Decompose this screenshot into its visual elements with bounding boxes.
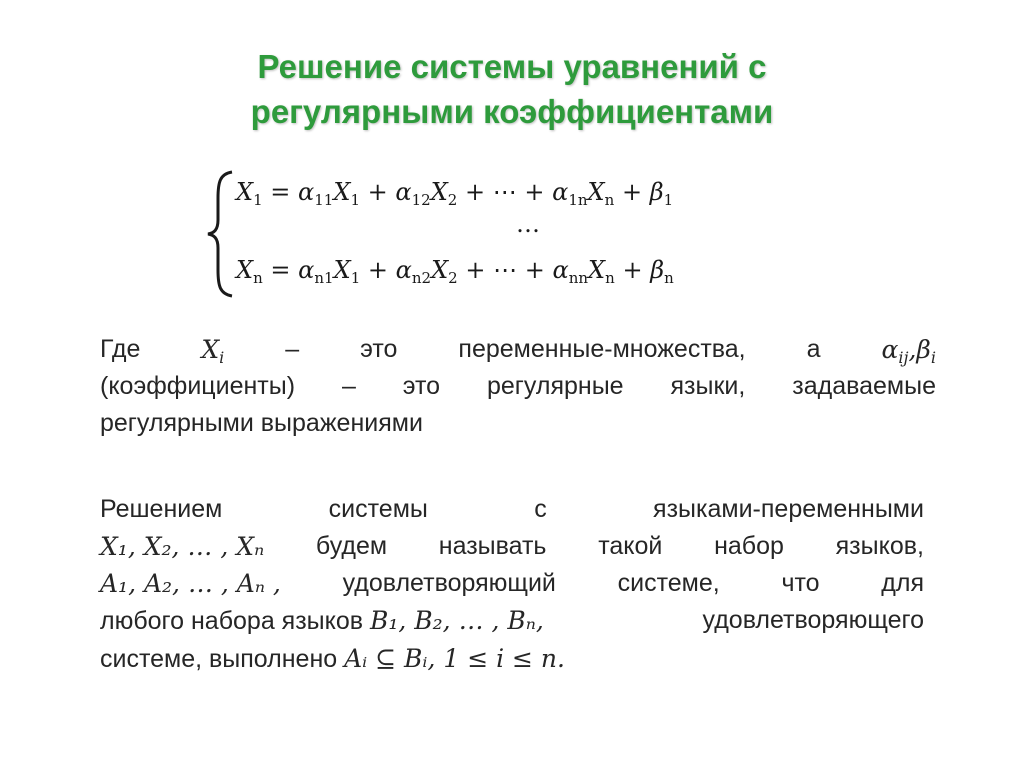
solution-line-4: любого набора языков B₁, B₂, … , Bₙ, удовлетворяющего xyxy=(100,606,924,635)
title-line-1: Решение системы уравнений с xyxy=(257,48,767,85)
slide-title xyxy=(0,44,1024,134)
equation-first: $X_1 = \alpha_{11}X_1 + \alpha_{12}X_2$ + ⋯ + $\alpha_{1n}X_n + \beta_1$ xyxy=(236,178,674,209)
equation-ellipsis: … xyxy=(516,210,540,238)
left-brace xyxy=(206,170,238,298)
solution-paragraph xyxy=(100,491,924,678)
definition-line-3: регулярными выражениями xyxy=(100,409,423,437)
title-line-2: регулярными коэффициентами xyxy=(250,93,774,130)
solution-line-1: Решением системы с языками-переменными xyxy=(100,495,924,523)
equation-last: $X_n = \alpha_{n1}X_1 + \alpha_{n2}X_2$ + ⋯ + $\alpha_{nn}X_n + \beta_n$ xyxy=(236,256,674,287)
solution-line-3: A₁, A₂, … , Aₙ , удовлетворяющий системе, что для xyxy=(100,569,924,598)
solution-line-5: системе, выполнено Aᵢ ⊆ Bᵢ, 1 ≤ i ≤ n. xyxy=(100,644,565,673)
definition-line-1: Где $X_i$ – это переменные-множества, а $\alpha_{ij},\beta_i$ xyxy=(100,335,936,367)
definition-paragraph xyxy=(100,331,936,442)
definition-line-2: (коэффициенты) – это регулярные языки, задаваемые xyxy=(100,372,936,400)
equation-system xyxy=(206,170,826,300)
solution-line-2: X₁, X₂, … , Xₙ будем называть такой набор языков, xyxy=(100,532,924,561)
